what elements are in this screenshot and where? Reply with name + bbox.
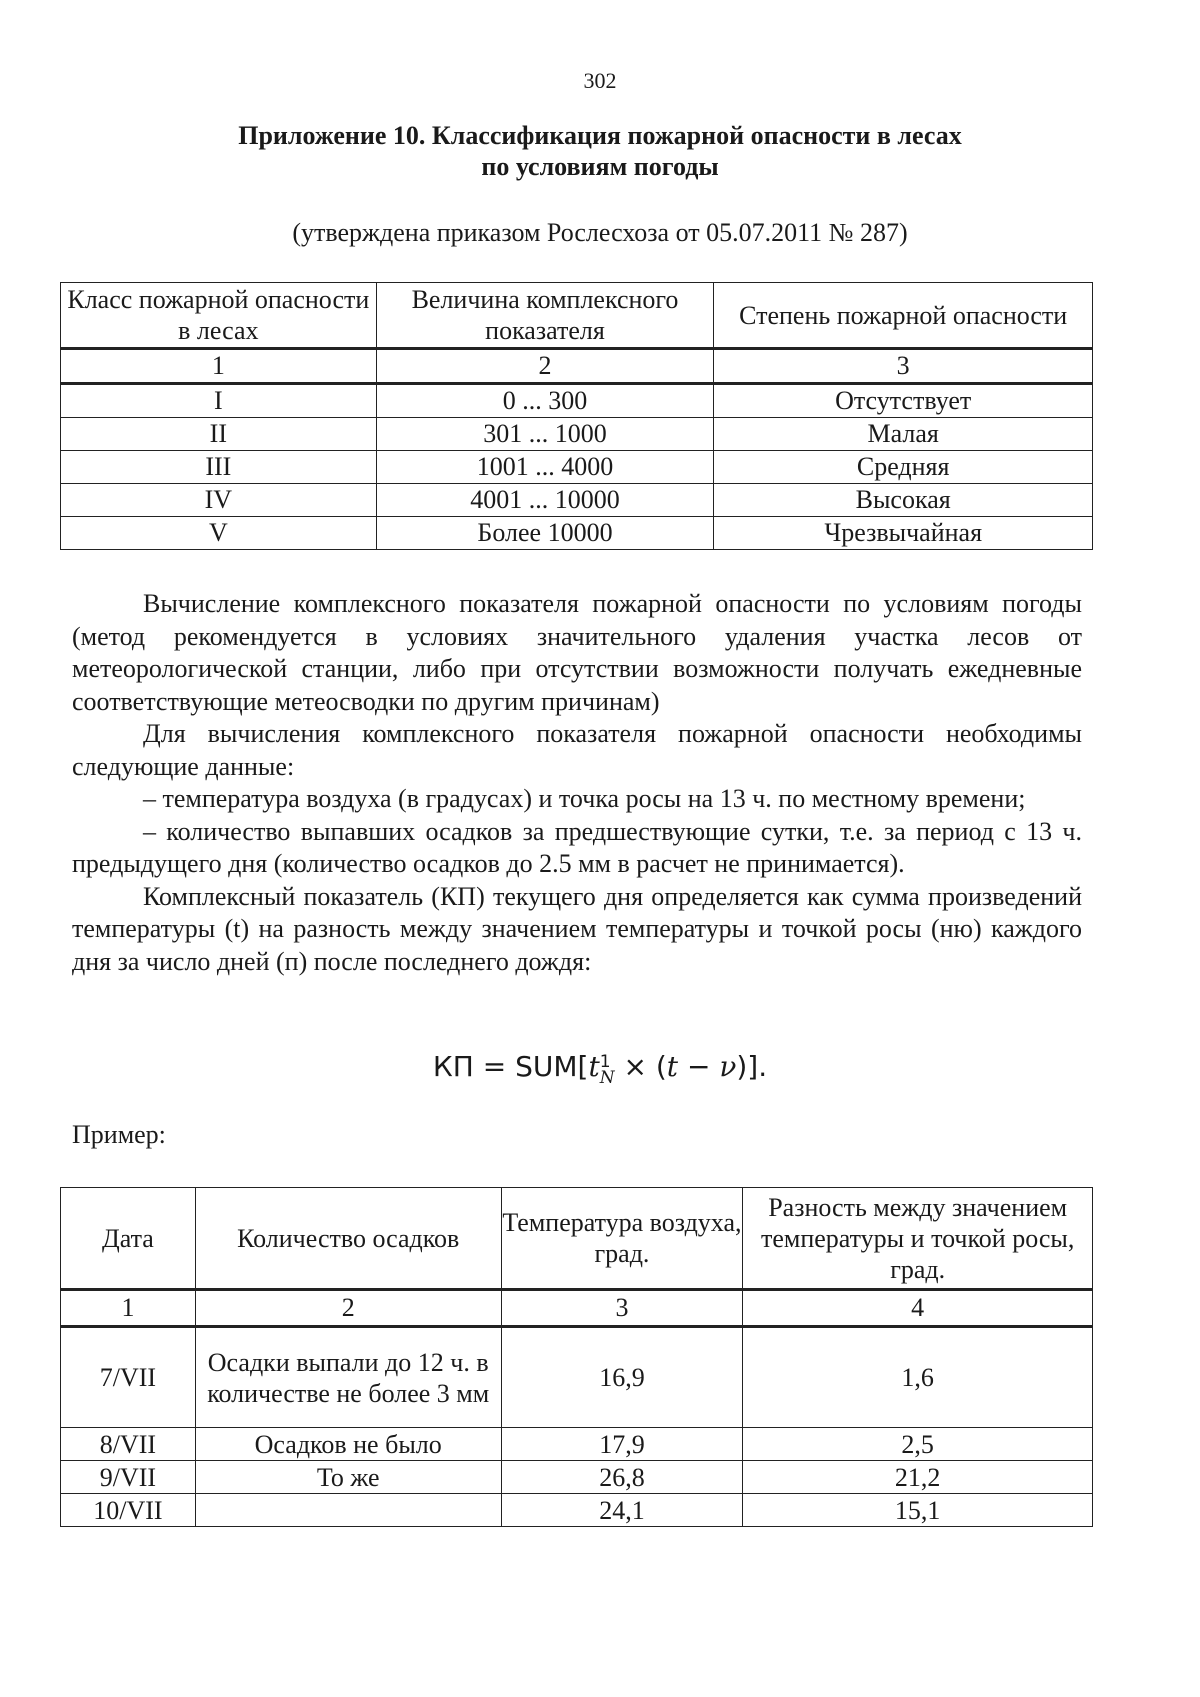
table-header-row <box>61 1188 1093 1290</box>
table-cell: 301 ... 1000 <box>376 418 714 451</box>
table-cell: 16,9 <box>501 1327 743 1428</box>
table-cell: 24,1 <box>501 1494 743 1527</box>
formula-close: )]. <box>736 1050 768 1083</box>
header-class: Класс пожарной опасности в лесах <box>61 283 377 349</box>
table-row <box>61 517 1093 550</box>
table-cell: То же <box>195 1461 501 1494</box>
paragraph: Вычисление комплексного показателя пожарной опасности по условиям погоды (метод рекомендуется в условиях значительного удаления участка лесов от метеорологической станции, либо при отсутствии возможности получать ежедневные соответствующие метеосводки по другим причинам) <box>72 589 1082 716</box>
header-date: Дата <box>61 1188 196 1290</box>
table-cell: 17,9 <box>501 1428 743 1461</box>
list-item: – температура воздуха (в градусах) и точка росы на 13 ч. по местному времени; <box>143 784 1026 813</box>
table-cell: Осадков не было <box>195 1428 501 1461</box>
table-cell: I <box>61 384 377 418</box>
complex-index-formula <box>0 1050 1200 1086</box>
page-number: 302 <box>583 68 617 93</box>
header-air-temperature: Температура воздуха, град. <box>501 1188 743 1290</box>
table-cell: III <box>61 451 377 484</box>
formula-minus: − <box>678 1050 720 1083</box>
table-cell: Осадки выпали до 12 ч. в количестве не более 3 мм <box>195 1327 501 1428</box>
table-cell: 1,6 <box>743 1327 1093 1428</box>
formula-var-t2: t <box>666 1050 679 1083</box>
formula-func: SUM <box>515 1050 578 1083</box>
approval-note: (утверждена приказом Рослесхоза от 05.07.2011 № 287) <box>292 218 908 247</box>
formula-var-nu: ν <box>719 1050 737 1083</box>
table-row <box>61 1428 1093 1461</box>
title-line-2: по условиям погоды <box>481 152 719 181</box>
example-table <box>60 1187 1093 1527</box>
table-cell: Высокая <box>714 484 1093 517</box>
table-cell: 21,2 <box>743 1461 1093 1494</box>
table-cell: V <box>61 517 377 550</box>
column-number: 4 <box>743 1290 1093 1327</box>
table-cell: Отсутствует <box>714 384 1093 418</box>
table-cell: 8/VII <box>61 1428 196 1461</box>
formula-indices <box>599 1051 615 1088</box>
table-cell: Чрезвычайная <box>714 517 1093 550</box>
table-cell: Более 10000 <box>376 517 714 550</box>
column-number: 2 <box>376 349 714 384</box>
header-dew-point-difference: Разность между значением температуры и точкой росы, град. <box>743 1188 1093 1290</box>
table-cell: Малая <box>714 418 1093 451</box>
paragraph: Для вычисления комплексного показателя пожарной опасности необходимы следующие данные: <box>72 719 1082 781</box>
column-number: 3 <box>501 1290 743 1327</box>
column-number: 1 <box>61 349 377 384</box>
table-cell: 9/VII <box>61 1461 196 1494</box>
table-row <box>61 1327 1093 1428</box>
example-label: Пример: <box>72 1120 166 1149</box>
document-title <box>0 120 1200 182</box>
formula-equals: = <box>473 1050 516 1083</box>
paragraph: Комплексный показатель (КП) текущего дня определяется как сумма произведений температуры (t) на разность между значением температуры и точкой росы (ню) каждого дня за число дней (п) после последнего дождя: <box>72 881 1082 976</box>
table-cell: 7/VII <box>61 1327 196 1428</box>
table-cell <box>195 1494 501 1527</box>
list-item: – количество выпавших осадков за предшествующие сутки, т.е. за период с 13 ч. предыдущего дня (количество осадков до 2.5 мм в расчет не принимается). <box>72 816 1082 878</box>
header-danger-degree: Степень пожарной опасности <box>714 283 1093 349</box>
table-row <box>61 484 1093 517</box>
table-cell: Средняя <box>714 451 1093 484</box>
table-cell: 4001 ... 10000 <box>376 484 714 517</box>
column-number: 1 <box>61 1290 196 1327</box>
table-header-row <box>61 283 1093 349</box>
table-cell: 15,1 <box>743 1494 1093 1527</box>
fire-danger-class-table <box>60 282 1093 550</box>
table-row <box>61 1461 1093 1494</box>
column-number: 2 <box>195 1290 501 1327</box>
table-cell: 26,8 <box>501 1461 743 1494</box>
table-row <box>61 1494 1093 1527</box>
header-precipitation: Количество осадков <box>195 1188 501 1290</box>
formula-open: [ <box>577 1050 589 1083</box>
table-row <box>61 451 1093 484</box>
table-cell: IV <box>61 484 377 517</box>
table-cell: 1001 ... 4000 <box>376 451 714 484</box>
formula-sub: N <box>599 1067 615 1088</box>
method-description <box>72 588 1082 978</box>
formula-lhs: КП <box>432 1050 474 1083</box>
formula-sup: 1 <box>599 1051 611 1072</box>
table-row <box>61 418 1093 451</box>
table-cell: II <box>61 418 377 451</box>
column-number: 3 <box>714 349 1093 384</box>
table-row <box>61 384 1093 418</box>
title-line-1: Приложение 10. Классификация пожарной опасности в лесах <box>238 121 962 150</box>
table-cell: 2,5 <box>743 1428 1093 1461</box>
table-cell: 10/VII <box>61 1494 196 1527</box>
column-number-row <box>61 349 1093 384</box>
table-cell: 0 ... 300 <box>376 384 714 418</box>
column-number-row <box>61 1290 1093 1327</box>
formula-var-t: t <box>588 1050 600 1083</box>
formula-times: × ( <box>614 1050 667 1083</box>
header-index-value: Величина комплексного показателя <box>376 283 714 349</box>
